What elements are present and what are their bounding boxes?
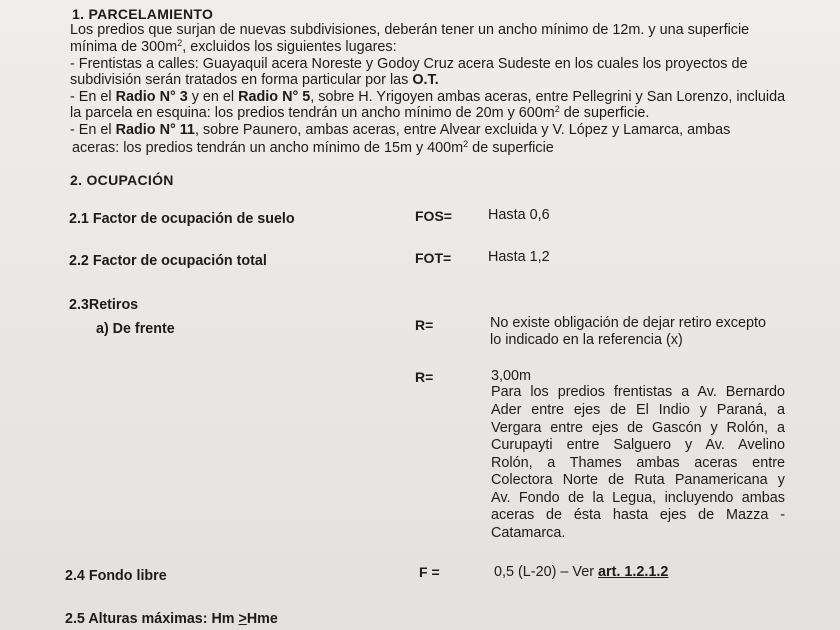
retiro-r2-text-last: Catamarca. [491, 525, 566, 541]
retiro-r2-text-line-7: Av. Fondo de la Legua, incluyendo ambas [491, 490, 785, 506]
retiro-r1-symbol: R= [415, 317, 434, 333]
fondo-libre-symbol: F = [419, 564, 440, 580]
paragraph-line-2: mínima de $300m^2$, excluidos los siguientes lugares: [70, 38, 397, 55]
retiro-frente-label: a) De frente [96, 321, 175, 337]
fot-symbol: FOT= [415, 250, 452, 266]
fos-value: Hasta 0,6 [488, 207, 550, 223]
fondo-libre-label: 2.4 Fondo libre [65, 568, 167, 584]
retiro-r2-text-line-3: Vergara entre ejes de Gascón y Rolón, a [491, 420, 785, 436]
fos-symbol: FOS= [415, 208, 452, 224]
article-reference-link: art. 1.2.1.2 [598, 564, 669, 580]
retiro-r2-text-line-4: Curupayti entre Salguero y Av. Avelino [491, 437, 785, 453]
fot-value: Hasta 1,2 [488, 249, 550, 265]
paragraph-line-4: subdivisión serán tratados en forma particular por las O.T. [70, 72, 439, 88]
fot-label: 2.2 Factor de ocupación total [69, 253, 267, 269]
section-2-heading: 2. OCUPACIÓN [70, 172, 174, 188]
retiro-r2-text-line-5: Rolón, a Thames ambas aceras entre [491, 455, 785, 471]
paragraph-line-8: aceras: los predios tendrán un ancho mínimo de 15m y $400m^2$ de superficie [72, 139, 554, 156]
section-1-heading: 1. PARCELAMIENTO [72, 6, 214, 22]
fos-label: 2.1 Factor de ocupación de suelo [69, 211, 295, 227]
paragraph-line-5: - En el Radio N° 3 y en el Radio N° 5, sobre H. Yrigoyen ambas aceras, entre Pellegrini y San Lorenzo, incluida [70, 89, 786, 105]
retiro-r2-symbol: R= [415, 369, 434, 385]
retiros-label: 2.3Retiros [69, 297, 139, 313]
retiro-r2-text-line-8: aceras de ésta hasta ejes de Mazza - [491, 507, 785, 523]
retiro-r2-value: 3,00m [491, 368, 531, 384]
retiro-r2-text-line-1: Para los predios frentistas a Av. Bernardo [491, 384, 785, 400]
paragraph-line-7: - En el Radio N° 11, sobre Paunero, ambas aceras, entre Alvear excluida y V. López y Lamarca, ambas [70, 122, 731, 138]
retiro-r1-line-1: No existe obligación de dejar retiro excepto [490, 315, 766, 331]
retiro-r2-text-line-6: Colectora Norte de Ruta Panamericana y [491, 472, 785, 488]
paragraph-line-6: la parcela en esquina: los predios tendrán un ancho mínimo de 20m y $600m^2$ de superficie. [70, 104, 650, 121]
paragraph-line-1: Los predios que surjan de nuevas subdivisiones, deberán tener un ancho mínimo de 12m. y una superficie [70, 22, 750, 38]
retiro-r2-text-line-2: Ader entre ejes de El Indio y Paraná, a [491, 402, 785, 418]
paragraph-line-3: - Frentistas a calles: Guayaquil acera Noreste y Godoy Cruz acera Sudeste en los cuales los proyectos de [70, 56, 748, 72]
alturas-maximas-label: 2.5 Alturas máximas: Hm >Hme [65, 611, 278, 627]
retiro-r1-line-2: lo indicado en la referencia (x) [490, 332, 683, 348]
fondo-libre-value: 0,5 (L-20) – Ver art. 1.2.1.2 [494, 564, 669, 580]
